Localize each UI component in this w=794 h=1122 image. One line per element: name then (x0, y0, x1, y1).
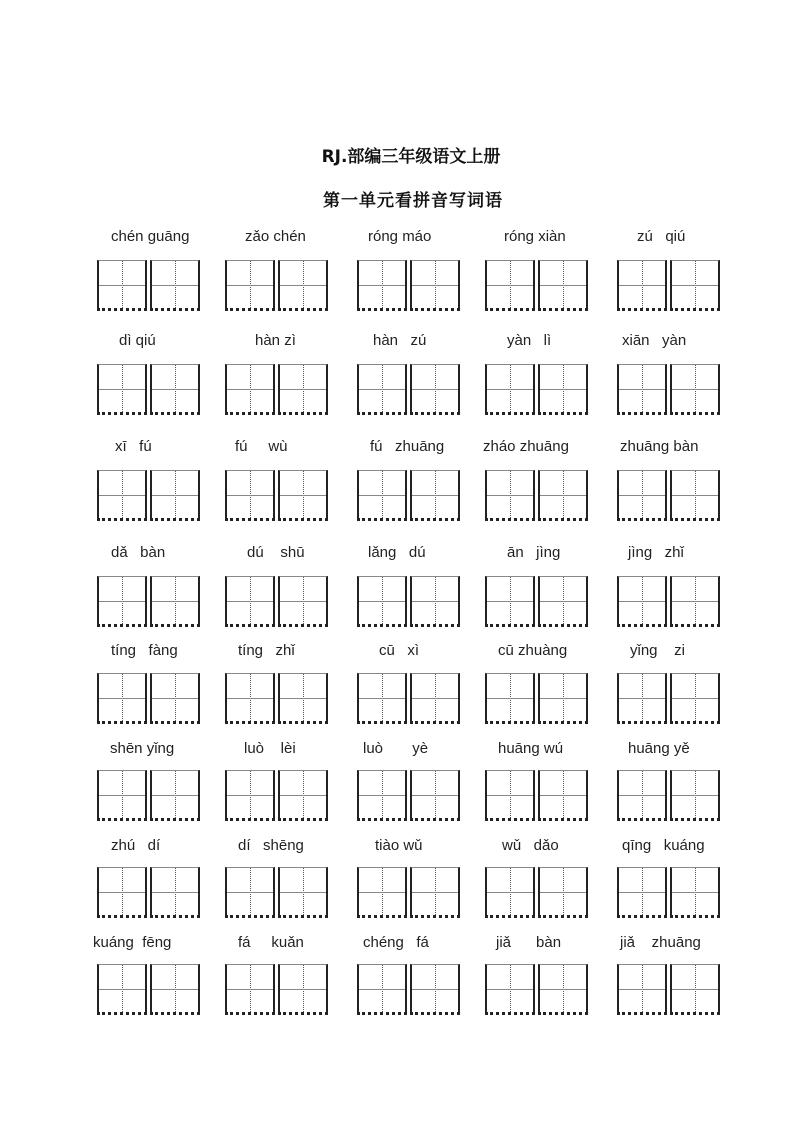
horizontal-guide-line (359, 601, 405, 602)
horizontal-guide-line (412, 601, 458, 602)
pinyin-label: yǐng zi (630, 642, 686, 659)
horizontal-guide-line (359, 285, 405, 286)
tianzige-writing-box[interactable] (485, 770, 535, 821)
pinyin-label: zháo zhuāng (483, 438, 569, 455)
horizontal-guide-line (280, 601, 326, 602)
horizontal-guide-line (672, 601, 718, 602)
horizontal-guide-line (672, 795, 718, 796)
writing-box-pair (485, 964, 592, 1016)
tianzige-writing-box[interactable] (670, 260, 720, 311)
pinyin-label: fú zhuāng (370, 438, 445, 455)
horizontal-guide-line (412, 495, 458, 496)
pinyin-label: luò lèi (244, 740, 296, 757)
horizontal-guide-line (152, 601, 198, 602)
writing-box-pair (357, 867, 464, 919)
tianzige-writing-box[interactable] (410, 964, 460, 1015)
writing-box-pair (97, 964, 204, 1016)
horizontal-guide-line (412, 698, 458, 699)
tianzige-writing-box[interactable] (670, 364, 720, 415)
horizontal-guide-line (359, 892, 405, 893)
pinyin-label: zǎo chén (245, 228, 306, 245)
writing-box-pair (357, 576, 464, 628)
horizontal-guide-line (152, 795, 198, 796)
horizontal-guide-line (540, 989, 586, 990)
horizontal-guide-line (540, 892, 586, 893)
tianzige-writing-box[interactable] (150, 576, 200, 627)
horizontal-guide-line (359, 389, 405, 390)
tianzige-writing-box[interactable] (225, 673, 275, 724)
tianzige-writing-box[interactable] (97, 964, 147, 1015)
pinyin-label: tíng zhǐ (238, 642, 295, 659)
horizontal-guide-line (412, 389, 458, 390)
writing-box-pair (97, 364, 204, 416)
horizontal-guide-line (487, 495, 533, 496)
pinyin-label: jiǎ bàn (496, 934, 562, 951)
writing-box-pair (225, 673, 332, 725)
pinyin-label: zú qiú (637, 228, 686, 245)
horizontal-guide-line (672, 285, 718, 286)
writing-box-pair (357, 260, 464, 312)
page-title: RJ.部编三年级语文上册 (321, 147, 501, 167)
writing-box-pair (485, 770, 592, 822)
horizontal-guide-line (227, 601, 273, 602)
writing-box-pair (97, 576, 204, 628)
tianzige-writing-box[interactable] (485, 470, 535, 521)
tianzige-writing-box[interactable] (485, 964, 535, 1015)
writing-box-pair (225, 260, 332, 312)
pinyin-label: shēn yǐng (110, 740, 175, 757)
tianzige-writing-box[interactable] (617, 364, 667, 415)
writing-box-pair (485, 470, 592, 522)
tianzige-writing-box[interactable] (410, 260, 460, 311)
pinyin-label: wǔ dǎo (502, 837, 559, 854)
horizontal-guide-line (152, 389, 198, 390)
pinyin-label: xī fú (115, 438, 152, 455)
tianzige-writing-box[interactable] (538, 770, 588, 821)
horizontal-guide-line (99, 795, 145, 796)
writing-box-pair (617, 964, 724, 1016)
pinyin-label: yàn lì (507, 332, 552, 349)
tianzige-writing-box[interactable] (485, 364, 535, 415)
tianzige-writing-box[interactable] (225, 770, 275, 821)
tianzige-writing-box[interactable] (485, 673, 535, 724)
pinyin-label: zhú dí (111, 837, 161, 854)
pinyin-label: chén guāng (111, 228, 190, 245)
tianzige-writing-box[interactable] (617, 260, 667, 311)
tianzige-writing-box[interactable] (278, 576, 328, 627)
tianzige-writing-box[interactable] (617, 576, 667, 627)
tianzige-writing-box[interactable] (617, 470, 667, 521)
horizontal-guide-line (487, 389, 533, 390)
tianzige-writing-box[interactable] (150, 770, 200, 821)
tianzige-writing-box[interactable] (410, 673, 460, 724)
tianzige-writing-box[interactable] (538, 964, 588, 1015)
writing-box-pair (617, 867, 724, 919)
tianzige-writing-box[interactable] (97, 867, 147, 918)
tianzige-writing-box[interactable] (225, 470, 275, 521)
pinyin-label: cū zhuàng (498, 642, 568, 659)
writing-box-pair (485, 364, 592, 416)
tianzige-writing-box[interactable] (410, 867, 460, 918)
horizontal-guide-line (487, 795, 533, 796)
tianzige-writing-box[interactable] (150, 964, 200, 1015)
tianzige-writing-box[interactable] (225, 364, 275, 415)
pinyin-label: zhuāng bàn (620, 438, 699, 455)
writing-box-pair (617, 576, 724, 628)
horizontal-guide-line (227, 389, 273, 390)
tianzige-writing-box[interactable] (617, 770, 667, 821)
tianzige-writing-box[interactable] (357, 470, 407, 521)
tianzige-writing-box[interactable] (617, 867, 667, 918)
tianzige-writing-box[interactable] (150, 364, 200, 415)
tianzige-writing-box[interactable] (225, 576, 275, 627)
horizontal-guide-line (412, 892, 458, 893)
tianzige-writing-box[interactable] (538, 364, 588, 415)
writing-box-pair (97, 673, 204, 725)
tianzige-writing-box[interactable] (670, 964, 720, 1015)
tianzige-writing-box[interactable] (97, 470, 147, 521)
horizontal-guide-line (619, 989, 665, 990)
tianzige-writing-box[interactable] (357, 673, 407, 724)
writing-box-pair (225, 470, 332, 522)
pinyin-label: dì qiú (119, 332, 156, 349)
tianzige-writing-box[interactable] (410, 770, 460, 821)
tianzige-writing-box[interactable] (670, 770, 720, 821)
horizontal-guide-line (540, 389, 586, 390)
pinyin-label: kuáng fēng (93, 934, 172, 951)
horizontal-guide-line (99, 698, 145, 699)
pinyin-label: huāng wú (498, 740, 564, 757)
horizontal-guide-line (412, 795, 458, 796)
tianzige-writing-box[interactable] (357, 867, 407, 918)
horizontal-guide-line (619, 495, 665, 496)
horizontal-guide-line (152, 285, 198, 286)
tianzige-writing-box[interactable] (410, 576, 460, 627)
horizontal-guide-line (152, 892, 198, 893)
pinyin-label: cū xì (379, 642, 420, 659)
horizontal-guide-line (99, 389, 145, 390)
tianzige-writing-box[interactable] (225, 964, 275, 1015)
horizontal-guide-line (672, 698, 718, 699)
horizontal-guide-line (672, 495, 718, 496)
tianzige-writing-box[interactable] (538, 260, 588, 311)
writing-box-pair (617, 770, 724, 822)
pinyin-label: tíng fàng (111, 642, 178, 659)
pinyin-label: róng xiàn (504, 228, 566, 245)
horizontal-guide-line (152, 989, 198, 990)
horizontal-guide-line (280, 795, 326, 796)
tianzige-writing-box[interactable] (538, 867, 588, 918)
tianzige-writing-box[interactable] (97, 673, 147, 724)
writing-box-pair (617, 364, 724, 416)
tianzige-writing-box[interactable] (97, 364, 147, 415)
horizontal-guide-line (99, 989, 145, 990)
tianzige-writing-box[interactable] (97, 260, 147, 311)
horizontal-guide-line (227, 892, 273, 893)
horizontal-guide-line (280, 892, 326, 893)
tianzige-writing-box[interactable] (670, 576, 720, 627)
horizontal-guide-line (152, 698, 198, 699)
tianzige-writing-box[interactable] (410, 364, 460, 415)
tianzige-writing-box[interactable] (225, 260, 275, 311)
horizontal-guide-line (280, 389, 326, 390)
tianzige-writing-box[interactable] (278, 770, 328, 821)
horizontal-guide-line (540, 285, 586, 286)
writing-box-pair (97, 770, 204, 822)
tianzige-writing-box[interactable] (278, 867, 328, 918)
tianzige-writing-box[interactable] (538, 470, 588, 521)
tianzige-writing-box[interactable] (278, 964, 328, 1015)
writing-box-pair (357, 470, 464, 522)
tianzige-writing-box[interactable] (278, 673, 328, 724)
tianzige-writing-box[interactable] (357, 364, 407, 415)
pinyin-label: dí shēng (238, 837, 304, 854)
horizontal-guide-line (280, 989, 326, 990)
horizontal-guide-line (359, 495, 405, 496)
horizontal-guide-line (227, 795, 273, 796)
horizontal-guide-line (227, 285, 273, 286)
pinyin-label: lǎng dú (368, 544, 426, 561)
pinyin-label: dú shū (247, 544, 305, 561)
tianzige-writing-box[interactable] (670, 470, 720, 521)
pinyin-label: dǎ bàn (111, 544, 166, 561)
tianzige-writing-box[interactable] (357, 770, 407, 821)
tianzige-writing-box[interactable] (670, 673, 720, 724)
horizontal-guide-line (540, 495, 586, 496)
horizontal-guide-line (619, 601, 665, 602)
horizontal-guide-line (672, 892, 718, 893)
horizontal-guide-line (487, 989, 533, 990)
writing-box-pair (485, 673, 592, 725)
tianzige-writing-box[interactable] (357, 964, 407, 1015)
writing-box-pair (97, 260, 204, 312)
horizontal-guide-line (487, 892, 533, 893)
horizontal-guide-line (540, 698, 586, 699)
pinyin-label: fú wù (235, 438, 288, 455)
writing-box-pair (357, 673, 464, 725)
pinyin-label: jìng zhǐ (628, 544, 684, 561)
horizontal-guide-line (412, 285, 458, 286)
tianzige-writing-box[interactable] (485, 867, 535, 918)
tianzige-writing-box[interactable] (278, 364, 328, 415)
tianzige-writing-box[interactable] (485, 260, 535, 311)
writing-box-pair (357, 364, 464, 416)
writing-box-pair (485, 260, 592, 312)
pinyin-label: qīng kuáng (622, 837, 705, 854)
writing-box-pair (617, 673, 724, 725)
tianzige-writing-box[interactable] (278, 470, 328, 521)
horizontal-guide-line (412, 989, 458, 990)
pinyin-label: hàn zú (373, 332, 427, 349)
horizontal-guide-line (487, 698, 533, 699)
horizontal-guide-line (540, 601, 586, 602)
writing-box-pair (357, 770, 464, 822)
horizontal-guide-line (672, 989, 718, 990)
horizontal-guide-line (280, 495, 326, 496)
tianzige-writing-box[interactable] (357, 260, 407, 311)
pinyin-label: xiān yàn (622, 332, 687, 349)
horizontal-guide-line (280, 698, 326, 699)
pinyin-label: ān jìng (507, 544, 561, 561)
horizontal-guide-line (359, 795, 405, 796)
writing-box-pair (225, 770, 332, 822)
page-subtitle: 第一单元看拼音写词语 (323, 191, 503, 211)
pinyin-label: hàn zì (255, 332, 296, 349)
writing-box-pair (485, 867, 592, 919)
horizontal-guide-line (359, 989, 405, 990)
horizontal-guide-line (619, 698, 665, 699)
tianzige-writing-box[interactable] (97, 576, 147, 627)
tianzige-writing-box[interactable] (357, 576, 407, 627)
tianzige-writing-box[interactable] (150, 673, 200, 724)
writing-box-pair (225, 364, 332, 416)
writing-box-pair (225, 964, 332, 1016)
horizontal-guide-line (152, 495, 198, 496)
horizontal-guide-line (99, 495, 145, 496)
horizontal-guide-line (619, 795, 665, 796)
tianzige-writing-box[interactable] (617, 673, 667, 724)
tianzige-writing-box[interactable] (485, 576, 535, 627)
horizontal-guide-line (619, 285, 665, 286)
pinyin-label: tiào wǔ (375, 837, 423, 854)
tianzige-writing-box[interactable] (225, 867, 275, 918)
tianzige-writing-box[interactable] (97, 770, 147, 821)
writing-box-pair (97, 867, 204, 919)
horizontal-guide-line (280, 285, 326, 286)
tianzige-writing-box[interactable] (538, 673, 588, 724)
pinyin-label: luò yè (363, 740, 429, 757)
writing-box-pair (357, 964, 464, 1016)
horizontal-guide-line (487, 601, 533, 602)
horizontal-guide-line (99, 892, 145, 893)
horizontal-guide-line (99, 285, 145, 286)
tianzige-writing-box[interactable] (150, 867, 200, 918)
pinyin-label: chéng fá (363, 934, 429, 951)
writing-box-pair (485, 576, 592, 628)
writing-box-pair (97, 470, 204, 522)
horizontal-guide-line (619, 892, 665, 893)
horizontal-guide-line (672, 389, 718, 390)
writing-box-pair (617, 260, 724, 312)
pinyin-label: jiǎ zhuāng (620, 934, 701, 951)
horizontal-guide-line (540, 795, 586, 796)
pinyin-label: huāng yě (628, 740, 690, 757)
tianzige-writing-box[interactable] (670, 867, 720, 918)
writing-box-pair (617, 470, 724, 522)
tianzige-writing-box[interactable] (617, 964, 667, 1015)
tianzige-writing-box[interactable] (150, 470, 200, 521)
writing-box-pair (225, 576, 332, 628)
tianzige-writing-box[interactable] (538, 576, 588, 627)
pinyin-label: fá kuǎn (238, 934, 304, 951)
horizontal-guide-line (227, 495, 273, 496)
tianzige-writing-box[interactable] (410, 470, 460, 521)
horizontal-guide-line (487, 285, 533, 286)
tianzige-writing-box[interactable] (150, 260, 200, 311)
pinyin-label: róng máo (368, 228, 432, 245)
tianzige-writing-box[interactable] (278, 260, 328, 311)
horizontal-guide-line (359, 698, 405, 699)
horizontal-guide-line (227, 989, 273, 990)
horizontal-guide-line (227, 698, 273, 699)
writing-box-pair (225, 867, 332, 919)
horizontal-guide-line (619, 389, 665, 390)
horizontal-guide-line (99, 601, 145, 602)
